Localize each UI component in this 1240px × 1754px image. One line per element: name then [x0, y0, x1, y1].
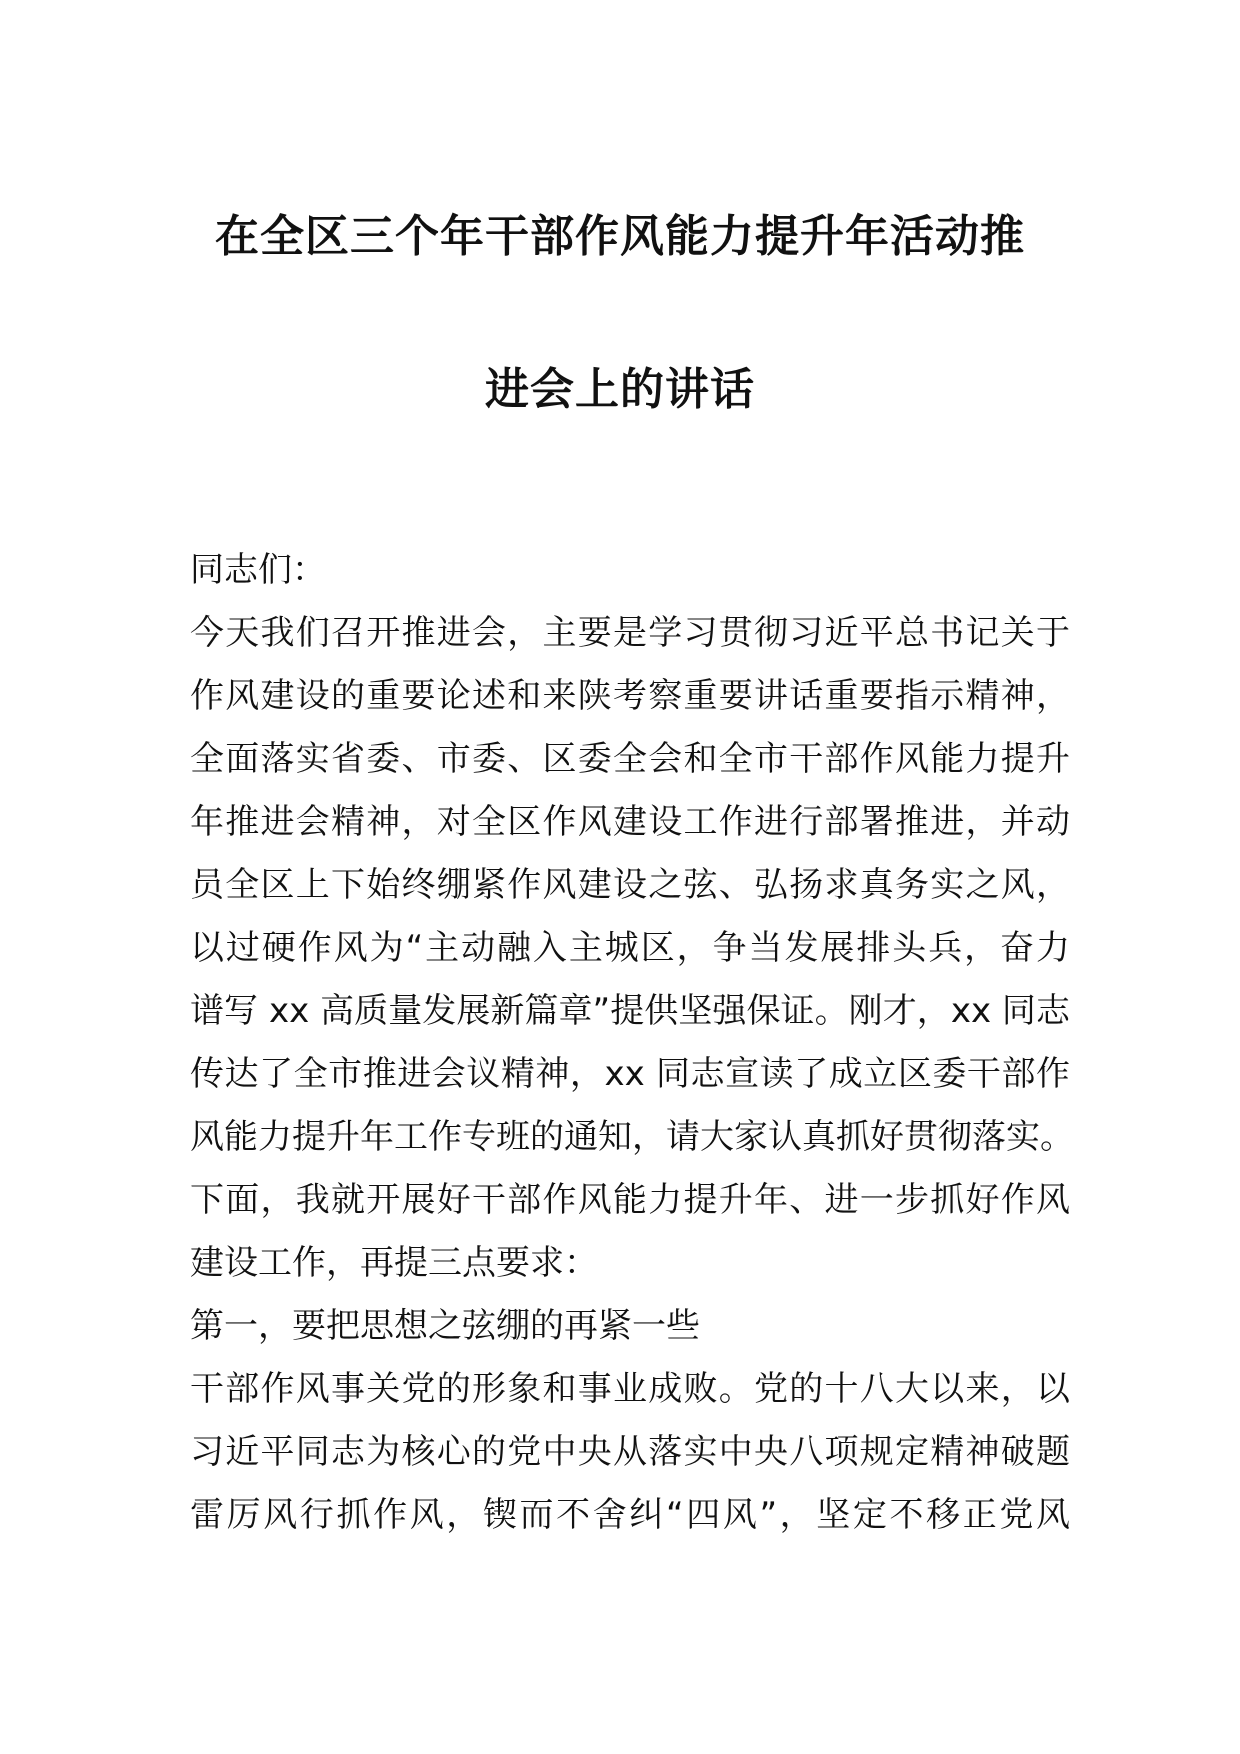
section-heading-1: 第一，要把思想之弦绷的再紧一些 [190, 1306, 700, 1346]
paragraph-2-line: 雷厉风行抓作风，锲而不舍纠“四风”，坚定不移正党风 [190, 1495, 1070, 1535]
paragraph-1-line: 年推进会精神，对全区作风建设工作进行部署推进，并动 [190, 802, 1070, 842]
paragraph-1-line: 风能力提升年工作专班的通知，请大家认真抓好贯彻落实。 [190, 1117, 1074, 1157]
paragraph-2-line: 干部作风事关党的形象和事业成败。党的十八大以来，以 [190, 1369, 1070, 1409]
document-title-line-2: 进会上的讲话 [485, 364, 755, 415]
paragraph-1-line: 全面落实省委、市委、区委全会和全市干部作风能力提升 [190, 739, 1070, 779]
paragraph-2-line: 习近平同志为核心的党中央从落实中央八项规定精神破题 [190, 1432, 1070, 1472]
paragraph-1-line: 下面，我就开展好干部作风能力提升年、进一步抓好作风 [190, 1180, 1070, 1220]
paragraph-1-line: 今天我们召开推进会，主要是学习贯彻习近平总书记关于 [190, 613, 1070, 653]
paragraph-1-line: 以过硬作风为“主动融入主城区，争当发展排头兵，奋力 [190, 928, 1070, 968]
paragraph-1-line: 作风建设的重要论述和来陕考察重要讲话重要指示精神， [190, 676, 1070, 716]
paragraph-1-line: 员全区上下始终绷紧作风建设之弦、弘扬求真务实之风， [190, 865, 1070, 905]
document-title-line-1: 在全区三个年干部作风能力提升年活动推 [215, 211, 1025, 262]
salutation: 同志们： [190, 550, 326, 590]
paragraph-1-line: 传达了全市推进会议精神，xx 同志宣读了成立区委干部作 [190, 1054, 1070, 1094]
paragraph-1-line: 谱写 xx 高质量发展新篇章”提供坚强保证。刚才，xx 同志 [190, 991, 1070, 1031]
paragraph-1-line: 建设工作，再提三点要求： [190, 1243, 598, 1283]
